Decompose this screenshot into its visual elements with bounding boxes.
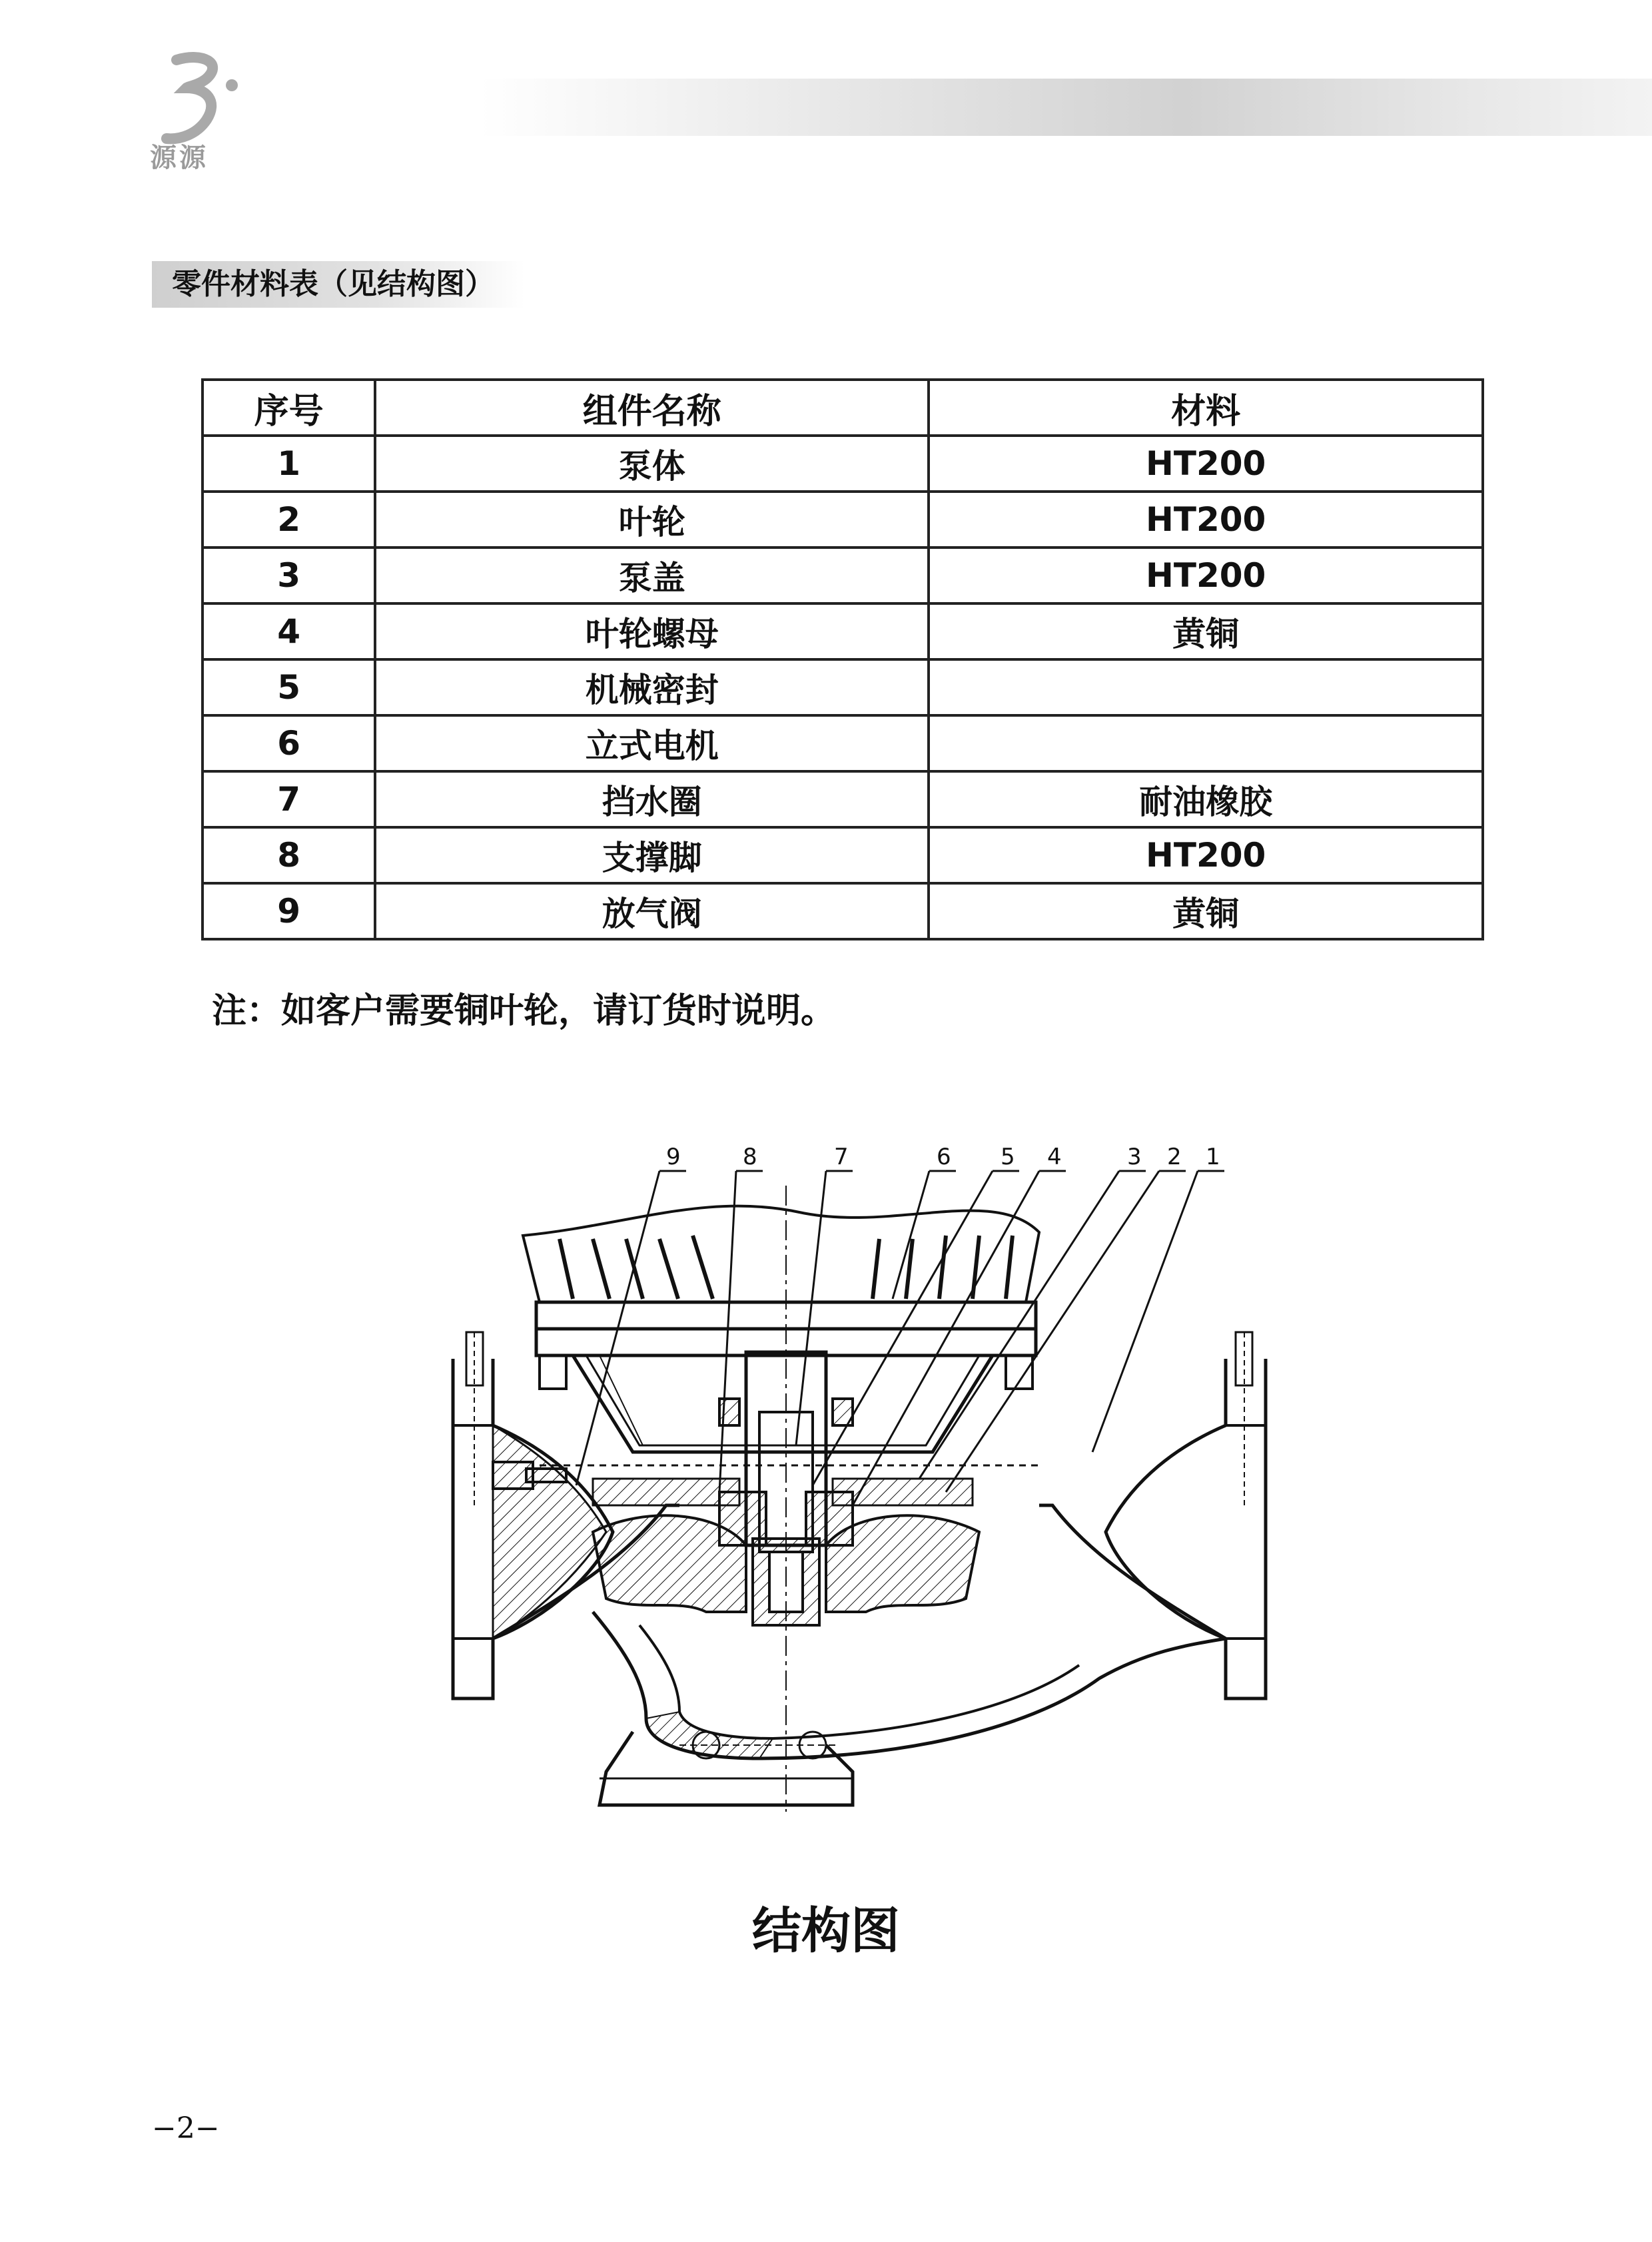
table-row	[203, 548, 1483, 603]
part-label-6: 6	[937, 1144, 951, 1170]
part-label-9: 9	[666, 1144, 681, 1170]
table-row	[203, 603, 1483, 659]
table-row	[203, 659, 1483, 715]
cell-material: HT200	[929, 436, 1483, 492]
table-row	[203, 436, 1483, 492]
cell-material: 黄铜	[929, 883, 1483, 939]
cell-material: HT200	[929, 827, 1483, 883]
parts-material-table	[201, 378, 1484, 940]
cell-component-name: 挡水圈	[375, 771, 929, 827]
part-label-1: 1	[1206, 1144, 1220, 1170]
cell-index: 1	[203, 436, 375, 492]
cell-index: 5	[203, 659, 375, 715]
part-label-8: 8	[743, 1144, 757, 1170]
part-labels	[666, 1144, 1220, 1170]
cell-component-name: 叶轮螺母	[375, 603, 929, 659]
cell-material: HT200	[929, 492, 1483, 548]
cell-component-name: 立式电机	[375, 715, 929, 771]
cell-material: 耐油橡胶	[929, 771, 1483, 827]
table-row	[203, 771, 1483, 827]
cell-index: 9	[203, 883, 375, 939]
header-band	[480, 79, 1652, 136]
part-label-7: 7	[834, 1144, 849, 1170]
page-number: −2−	[152, 2111, 220, 2145]
header-component-name: 组件名称	[375, 380, 929, 436]
cell-component-name: 放气阀	[375, 883, 929, 939]
part-label-4: 4	[1047, 1144, 1062, 1170]
cell-material: 黄铜	[929, 603, 1483, 659]
cell-component-name: 支撑脚	[375, 827, 929, 883]
cell-index: 7	[203, 771, 375, 827]
header-index: 序号	[203, 380, 375, 436]
part-label-3: 3	[1127, 1144, 1142, 1170]
table-row	[203, 883, 1483, 939]
logo-text: 源源	[150, 142, 208, 173]
section-title: 零件材料表（见结构图）	[152, 261, 525, 308]
part-label-2: 2	[1167, 1144, 1182, 1170]
cell-component-name: 泵盖	[375, 548, 929, 603]
table-row	[203, 827, 1483, 883]
cell-material	[929, 659, 1483, 715]
cell-index: 8	[203, 827, 375, 883]
cell-index: 4	[203, 603, 375, 659]
pump-structure-drawing	[426, 1132, 1292, 1818]
cell-material	[929, 715, 1483, 771]
table-row	[203, 715, 1483, 771]
cell-index: 6	[203, 715, 375, 771]
drawing-caption: 结构图	[752, 1902, 900, 1960]
cell-material: HT200	[929, 548, 1483, 603]
cell-index: 3	[203, 548, 375, 603]
order-note: 注：如客户需要铜叶轮，请订货时说明。	[212, 991, 836, 1031]
cell-component-name: 机械密封	[375, 659, 929, 715]
cell-index: 2	[203, 492, 375, 548]
table-header-row	[203, 380, 1483, 436]
table-row	[203, 492, 1483, 548]
header-material: 材料	[929, 380, 1483, 436]
cell-component-name: 泵体	[375, 436, 929, 492]
part-label-5: 5	[1001, 1144, 1015, 1170]
cell-component-name: 叶轮	[375, 492, 929, 548]
